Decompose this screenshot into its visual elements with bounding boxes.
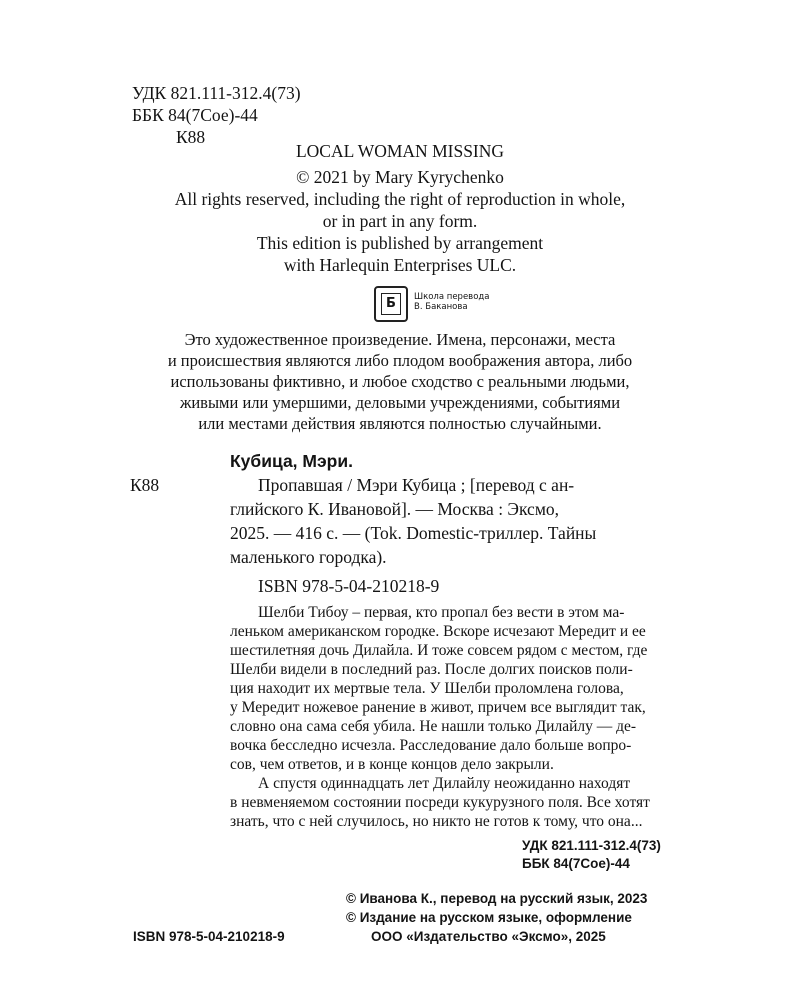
annotation-line: знать, что с ней случилось, но никто не готов к тому, что она... xyxy=(230,813,643,830)
bib-description-line: маленького городка). xyxy=(230,547,387,567)
original-title: LOCAL WOMAN MISSING xyxy=(295,141,505,161)
disclaimer-line: использованы фиктивно, и любое сходство с реальными людьми, xyxy=(170,372,630,391)
annotation-line: А спустя одиннадцать лет Дилайлу неожиданно находят xyxy=(258,775,631,792)
bib-isbn: ISBN 978-5-04-210218-9 xyxy=(258,576,440,596)
edition-line-2: with Harlequin Enterprises ULC. xyxy=(283,255,517,275)
author-heading: Кубица, Мэри. xyxy=(230,451,353,471)
annotation-line: в невменяемом состоянии посреди кукурузного поля. Все хотят xyxy=(230,794,650,811)
annotation-line: Шелби видели в последний раз. После долгих поисков поли- xyxy=(230,661,633,678)
annotation-line: вочка бесследно исчезла. Расследование дало больше вопро- xyxy=(230,737,632,754)
disclaimer-line: живыми или умершими, деловыми учреждениями, событиями xyxy=(179,393,621,412)
disclaimer-line: или местами действия являются полностью случайными. xyxy=(198,414,602,433)
rights-line-2: or in part in any form. xyxy=(322,211,478,231)
rights-line-1: All rights reserved, including the right of reproduction in whole, xyxy=(174,189,626,209)
bib-description-line: Пропавшая / Мэри Кубица ; [перевод с ан- xyxy=(258,475,575,495)
annotation-line: леньком американском городке. Вскоре исчезают Мередит и ее xyxy=(230,623,646,640)
annotation-line: у Мередит ножевое ранение в живот, причем все выглядит так, xyxy=(230,699,646,716)
edition-copyright: © Издание на русском языке, оформление xyxy=(346,910,632,925)
author-mark: К88 xyxy=(176,127,206,147)
disclaimer-line: Это художественное произведение. Имена, персонажи, места xyxy=(184,330,616,349)
annotation-line: сов, чем ответов, и в конце концов дело закрыли. xyxy=(230,756,554,773)
udk-code: УДК 821.111-312.4(73) xyxy=(132,83,301,103)
translation-school-name: Школа перевода В. Баканова xyxy=(414,292,490,312)
annotation-line: ция находит их мертвые тела. У Шелби проломлена голова, xyxy=(230,680,624,697)
bib-description-line: глийского К. Ивановой]. — Москва : Эксмо, xyxy=(230,499,560,519)
translation-copyright: © Иванова К., перевод на русский язык, 2023 xyxy=(346,891,648,906)
bottom-bbk: ББК 84(7Сое)-44 xyxy=(522,856,630,871)
footer-isbn: ISBN 978-5-04-210218-9 xyxy=(133,929,285,944)
translation-school-logo: Б xyxy=(374,286,408,322)
annotation-line: шестилетняя дочь Дилайла. И тоже совсем рядом с местом, где xyxy=(230,642,648,659)
edition-line-1: This edition is published by arrangement xyxy=(256,233,544,253)
annotation-line: Шелби Тибоу – первая, кто пропал без вести в этом ма- xyxy=(258,604,625,621)
bottom-udk: УДК 821.111-312.4(73) xyxy=(522,838,661,853)
original-copyright: © 2021 by Mary Kyrychenko xyxy=(296,167,504,187)
bib-mark: К88 xyxy=(130,475,160,495)
annotation-line: словно она сама себя убила. Не нашли только Дилайлу — де- xyxy=(230,718,637,735)
publisher-copyright: ООО «Издательство «Эксмо», 2025 xyxy=(371,929,606,944)
disclaimer-line: и происшествия являются либо плодом воображения автора, либо xyxy=(167,351,633,370)
bbk-code: ББК 84(7Сое)-44 xyxy=(132,105,258,125)
bib-description-line: 2025. — 416 с. — (Tok. Domestic-триллер. Тайны xyxy=(230,523,597,543)
